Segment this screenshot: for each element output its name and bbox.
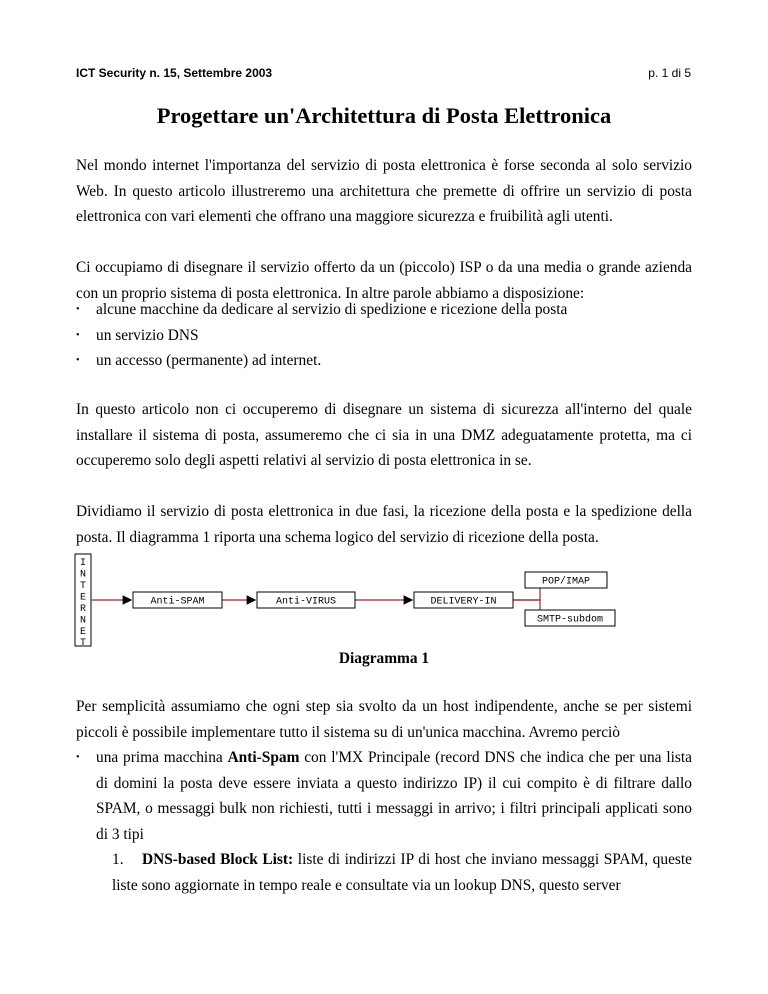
article-title: Progettare un'Architettura di Posta Elettronica [156, 103, 612, 128]
internet-letter: R [79, 604, 87, 615]
bullet-item [76, 348, 692, 374]
page-number: p. 1 di 5 [648, 66, 691, 80]
bullet-text-bold: Anti-Spam [227, 749, 300, 766]
bullet-dot: • [76, 304, 80, 315]
internet-letter: N [79, 569, 87, 581]
bullet-text [96, 745, 692, 847]
internet-letter: T [79, 581, 87, 592]
popimap-box [525, 572, 607, 588]
bullet-dot: • [76, 330, 80, 341]
numbered-item-1 [112, 847, 692, 898]
paragraph-assumption: Per semplicità assumiamo che ogni step sia svolto da un host indipendente, anche se per sistemi piccoli è possibile implementare tutto il sistema su di un'unica macchina. Avremo perciò [76, 698, 692, 741]
internet-letter: E [79, 627, 87, 638]
smtp-subdom-box [525, 610, 615, 626]
bullet-item-antispam [76, 745, 692, 847]
internet-letter: N [79, 615, 87, 627]
bullet-text: alcune macchine da dedicare al servizio di spedizione e ricezione della posta [96, 301, 568, 318]
popimap-label: POP/IMAP [541, 576, 591, 588]
antispam-label: Anti-SPAM [150, 596, 205, 608]
paragraph-phases: Dividiamo il servizio di posta elettronica in due fasi, la ricezione della posta e la spedizione della posta. Il diagramma 1 riporta una schema logico del servizio di ricezione della posta. [76, 503, 692, 546]
smtp-subdom-label: SMTP-subdom [536, 614, 604, 626]
diagram-caption: Diagramma 1 [338, 650, 430, 667]
bullet-dot: • [76, 355, 80, 366]
bullet-text-post: con l'MX Principale (record DNS che indica che per una lista di domini la posta deve essere inviata a questo indirizzo IP) il cui compito è di filtrare dallo SPAM, o messaggi bulk non richiesti, tutti i messaggi in arrivo; i filtri principali applicati sono di 3 tipi [96, 749, 692, 843]
running-header-left: ICT Security n. 15, Settembre 2003 [76, 66, 273, 80]
antispam-box [133, 592, 222, 608]
item-number: 1. [112, 851, 124, 868]
delivery-in-box [414, 592, 513, 608]
bullet-text: un servizio DNS [96, 327, 199, 344]
internet-letter: T [79, 638, 87, 649]
paragraph-dmz: In questo articolo non ci occuperemo di disegnare un sistema di sicurezza all'interno del quale installare il sistema di posta, assumeremo che ci sia in una DMZ adeguatamente protetta, ma ci occuperemo solo degli aspetti relativi al servizio di posta elettronica in se. [76, 401, 692, 469]
item-term: DNS-based Block List: [142, 851, 294, 868]
bullet-text-pre: una prima macchina [96, 749, 228, 766]
bullet-item [76, 323, 692, 349]
bullet-text: un accesso (permanente) ad internet. [96, 352, 322, 369]
bullet-dot: • [76, 752, 80, 763]
internet-letter: I [79, 558, 87, 569]
delivery-in-label: DELIVERY-IN [430, 596, 497, 608]
diagram-1 [70, 550, 630, 650]
antivirus-box [257, 592, 355, 608]
internet-column [75, 554, 91, 649]
paragraph-intro: Nel mondo internet l'importanza del servizio di posta elettronica è forse seconda al solo servizio Web. In questo articolo illustreremo una architettura che premette di offrire un servizio di posta elettronica con vari elementi che offrano una maggiore sicurezza e fruibilità agli utenti. [76, 157, 692, 225]
item-text: liste di indirizzi IP di host che inviano messaggi SPAM, queste liste sono aggiornate in tempo reale e consultate via un lookup DNS, questo server [112, 851, 692, 894]
bullet-item [76, 297, 692, 323]
antivirus-label: Anti-VIRUS [275, 596, 337, 608]
internet-letter: E [79, 592, 87, 604]
paragraph-scope: Ci occupiamo di disegnare il servizio offerto da un (piccolo) ISP o da una media o grande azienda con un proprio sistema di posta elettronica. In altre parole abbiamo a disposizione: [76, 259, 692, 302]
